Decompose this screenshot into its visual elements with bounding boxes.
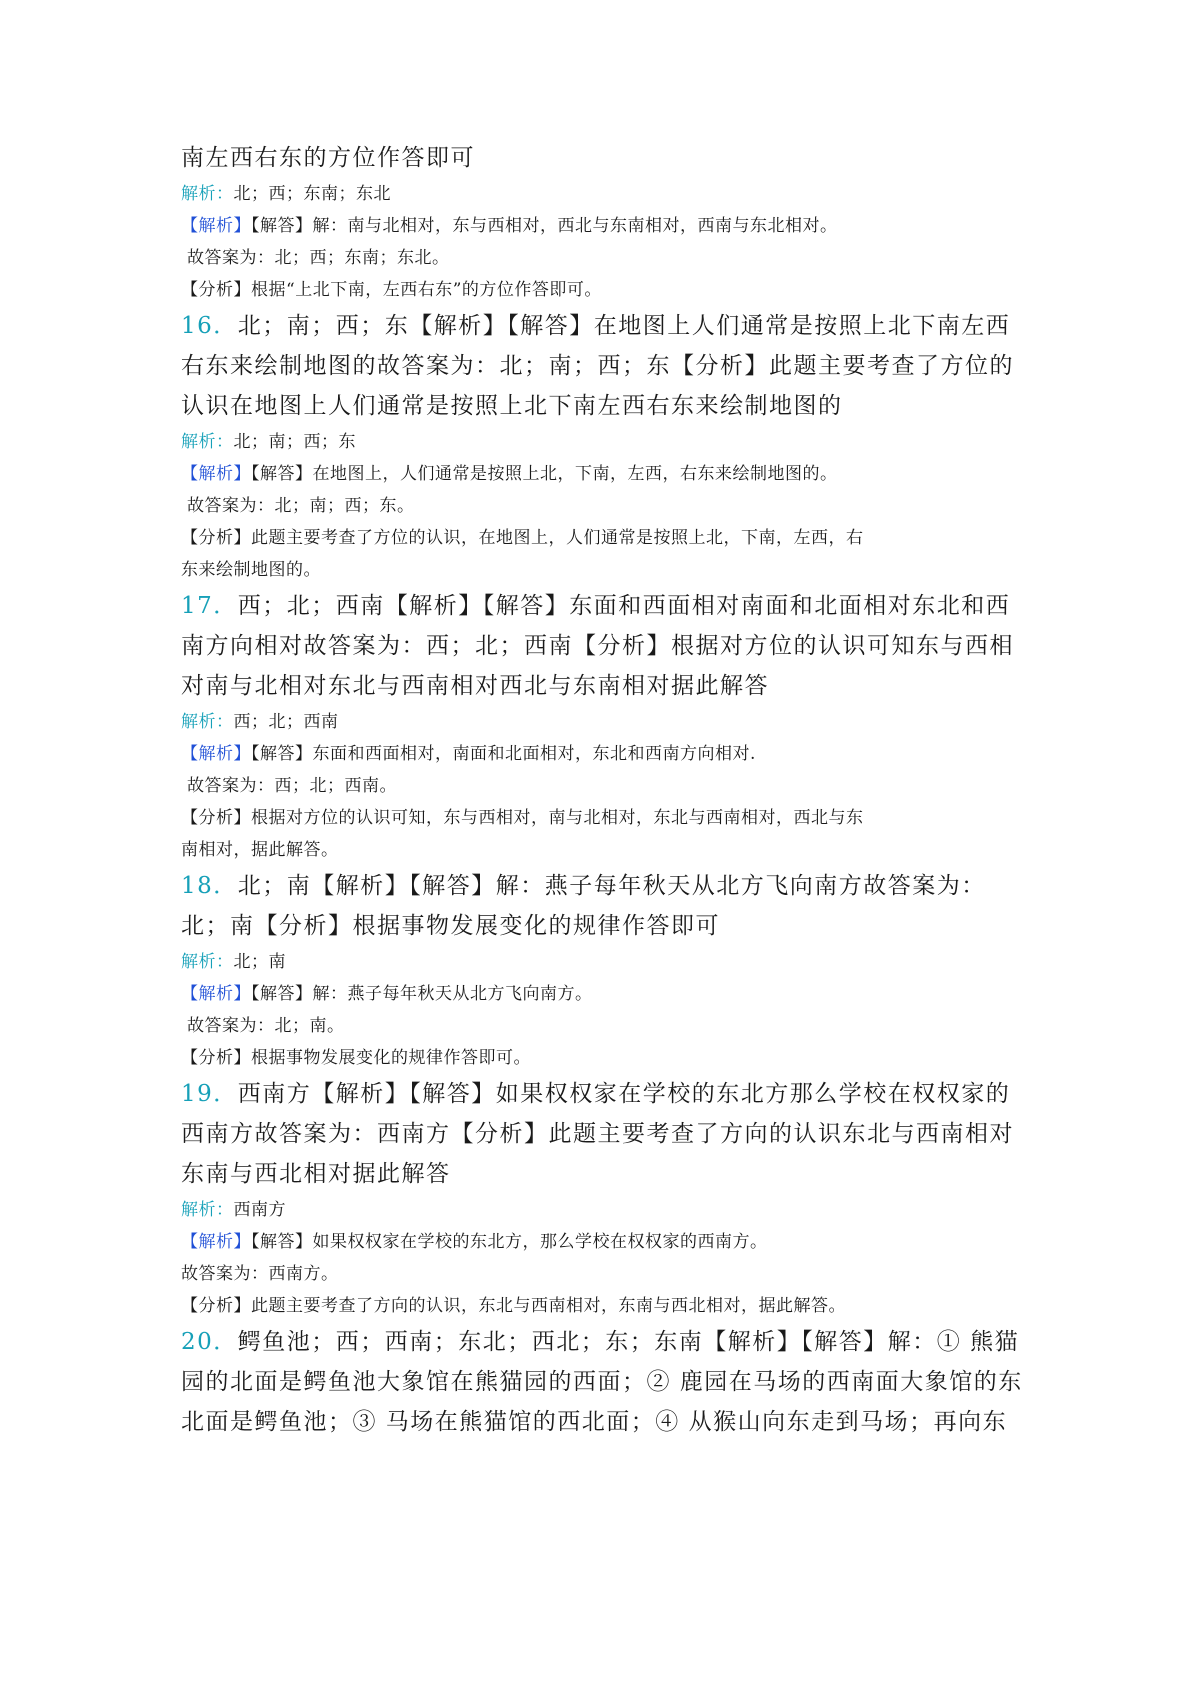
q19-analysis: 【分析】此题主要考查了方向的认识，东北与西南相对，东南与西北相对，据此解答。: [181, 1296, 846, 1316]
q15-detail: [181, 210, 1021, 242]
jiexi-text: 北；西；东南；东北: [233, 184, 391, 204]
q17-line2: 南方向相对故答案为：西；北；西南【分析】根据对方位的认识可知东与西相: [181, 633, 1014, 659]
q18-jiexi: [181, 946, 1021, 978]
detail-tag: 【解析】: [181, 1232, 251, 1252]
document-page: [181, 138, 1021, 1442]
q16-line3: 认识在地图上人们通常是按照上北下南左西右东来绘制地图的: [181, 393, 843, 419]
jiexi-text: 西；北；西南: [233, 712, 339, 732]
q19-detail: [181, 1226, 1021, 1258]
q18-detail: [181, 978, 1021, 1010]
question-number: 17．: [181, 593, 238, 619]
question-number: 19．: [181, 1081, 238, 1107]
intro-line: 南左西右东的方位作答即可: [181, 145, 475, 171]
detail-tag: 【解析】: [181, 464, 251, 484]
jiexi-text: 西南方: [233, 1200, 286, 1220]
question-text: 西；北；西南【解析】【解答】东面和西面相对南面和北面相对东北和西: [237, 593, 1011, 619]
question-text: 北；南【解析】【解答】解：燕子每年秋天从北方飞向南方故答案为：: [237, 873, 986, 899]
q16-line2: 右东来绘制地图的故答案为：北；南；西；东【分析】此题主要考查了方位的: [181, 353, 1014, 379]
q18-line2: 北；南【分析】根据事物发展变化的规律作答即可: [181, 913, 720, 939]
q15-answer: 故答案为：北；西；东南；东北。: [187, 248, 450, 268]
question-number: 20．: [181, 1329, 238, 1355]
q18-analysis: 【分析】根据事物发展变化的规律作答即可。: [181, 1048, 531, 1068]
question-text: 鳄鱼池；西；西南；东北；西北；东；东南【解析】【解答】解：① 熊猫: [237, 1329, 1020, 1355]
q19-jiexi: [181, 1194, 1021, 1226]
q16-answer: 故答案为：北；南；西；东。: [187, 496, 415, 516]
q17-analysis-1: 【分析】根据对方位的认识可知，东与西相对，南与北相对，东北与西南相对，西北与东: [181, 808, 864, 828]
q16-analysis-1: 【分析】此题主要考查了方位的认识，在地图上，人们通常是按照上北，下南，左西，右: [181, 528, 864, 548]
q16-line1: [181, 306, 1021, 346]
jiexi-text: 北；南；西；东: [233, 432, 356, 452]
q15-jiexi: [181, 178, 1021, 210]
q18-answer: 故答案为：北；南。: [187, 1016, 345, 1036]
jiexi-label: 解析：: [181, 712, 234, 732]
jiexi-label: 解析：: [181, 432, 234, 452]
q16-analysis-2: 东来绘制地图的。: [181, 560, 321, 580]
q17-jiexi: [181, 706, 1021, 738]
detail-tag: 【解析】: [181, 984, 251, 1004]
detail-tag: 【解析】: [181, 216, 251, 236]
q19-line2: 西南方故答案为：西南方【分析】此题主要考查了方向的认识东北与西南相对: [181, 1121, 1014, 1147]
q19-answer: 故答案为：西南方。: [181, 1264, 339, 1284]
question-number: 18．: [181, 873, 238, 899]
question-text: 北；南；西；东【解析】【解答】在地图上人们通常是按照上北下南左西: [237, 313, 1011, 339]
q19-line3: 东南与西北相对据此解答: [181, 1161, 451, 1187]
question-number: 16．: [181, 313, 238, 339]
q19-line1: [181, 1074, 1021, 1114]
q17-analysis-2: 南相对，据此解答。: [181, 840, 339, 860]
detail-text: 【解答】在地图上，人们通常是按照上北，下南，左西，右东来绘制地图的。: [251, 464, 838, 484]
q17-line3: 对南与北相对东北与西南相对西北与东南相对据此解答: [181, 673, 769, 699]
detail-text: 【解答】解：南与北相对，东与西相对，西北与东南相对，西南与东北相对。: [251, 216, 838, 236]
q16-jiexi: [181, 426, 1021, 458]
q20-line1: [181, 1322, 1021, 1362]
q15-analysis: 【分析】根据“上北下南，左西右东”的方位作答即可。: [181, 280, 602, 300]
detail-text: 【解答】如果权权家在学校的东北方，那么学校在权权家的西南方。: [251, 1232, 768, 1252]
q17-detail: [181, 738, 1021, 770]
detail-text: 【解答】东面和西面相对，南面和北面相对，东北和西南方向相对.: [251, 744, 756, 764]
jiexi-label: 解析：: [181, 184, 234, 204]
q17-answer: 故答案为：西；北；西南。: [187, 776, 397, 796]
q16-detail: [181, 458, 1021, 490]
question-text: 西南方【解析】【解答】如果权权家在学校的东北方那么学校在权权家的: [237, 1081, 1011, 1107]
q18-line1: [181, 866, 1021, 906]
q17-line1: [181, 586, 1021, 626]
jiexi-label: 解析：: [181, 1200, 234, 1220]
q20-line2: 园的北面是鳄鱼池大象馆在熊猫园的西面；② 鹿园在马场的西南面大象馆的东: [181, 1369, 1023, 1395]
jiexi-text: 北；南: [233, 952, 286, 972]
jiexi-label: 解析：: [181, 952, 234, 972]
detail-tag: 【解析】: [181, 744, 251, 764]
q20-line3: 北面是鳄鱼池；③ 马场在熊猫馆的西北面；④ 从猴山向东走到马场；再向东: [181, 1409, 1008, 1435]
detail-text: 【解答】解：燕子每年秋天从北方飞向南方。: [251, 984, 593, 1004]
